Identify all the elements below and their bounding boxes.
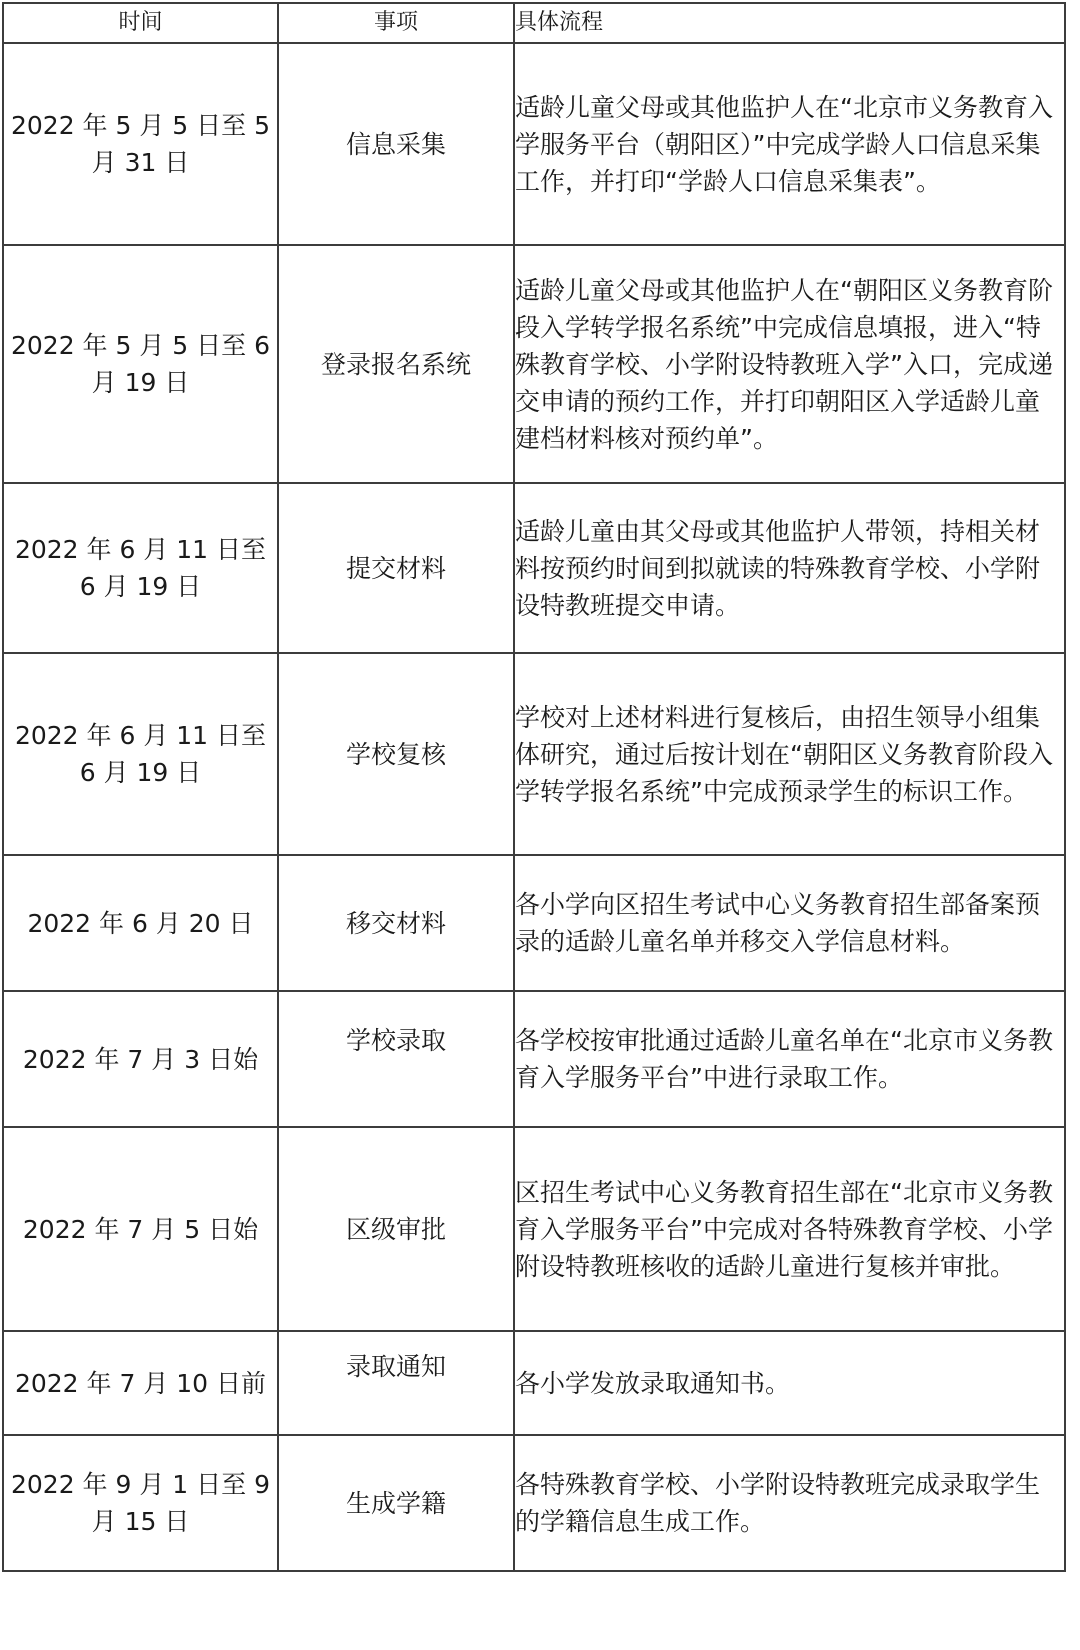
table-row [3, 483, 1065, 653]
table-row [3, 1331, 1065, 1435]
row-time: 2022 年 5 月 5 日至 5 月 31 日 [3, 43, 278, 245]
table-row [3, 1435, 1065, 1571]
row-item: 信息采集 [278, 43, 514, 245]
table-row [3, 653, 1065, 855]
row-item: 学校录取 [278, 991, 514, 1127]
table-row [3, 245, 1065, 483]
row-time: 2022 年 7 月 3 日始 [3, 991, 278, 1127]
row-flow: 各小学向区招生考试中心义务教育招生部备案预录的适龄儿童名单并移交入学信息材料。 [514, 855, 1065, 991]
row-time: 2022 年 7 月 10 日前 [3, 1331, 278, 1435]
row-flow: 区招生考试中心义务教育招生部在“北京市义务教育入学服务平台”中完成对各特殊教育学校、小学附设特教班核收的适龄儿童进行复核并审批。 [514, 1127, 1065, 1331]
table-row [3, 855, 1065, 991]
header-item: 事项 [278, 3, 514, 43]
row-flow: 各学校按审批通过适龄儿童名单在“北京市义务教育入学服务平台”中进行录取工作。 [514, 991, 1065, 1127]
table-row [3, 43, 1065, 245]
row-item: 提交材料 [278, 483, 514, 653]
row-flow: 学校对上述材料进行复核后，由招生领导小组集体研究，通过后按计划在“朝阳区义务教育阶段入学转学报名系统”中完成预录学生的标识工作。 [514, 653, 1065, 855]
row-time: 2022 年 6 月 20 日 [3, 855, 278, 991]
row-flow: 适龄儿童由其父母或其他监护人带领，持相关材料按预约时间到拟就读的特殊教育学校、小学附设特教班提交申请。 [514, 483, 1065, 653]
table-header-row [3, 3, 1065, 43]
header-flow: 具体流程 [514, 3, 1065, 43]
row-item: 录取通知 [278, 1331, 514, 1435]
row-item: 移交材料 [278, 855, 514, 991]
row-flow: 各特殊教育学校、小学附设特教班完成录取学生的学籍信息生成工作。 [514, 1435, 1065, 1571]
row-time: 2022 年 6 月 11 日至 6 月 19 日 [3, 483, 278, 653]
table-row [3, 1127, 1065, 1331]
header-time: 时间 [3, 3, 278, 43]
row-time: 2022 年 9 月 1 日至 9 月 15 日 [3, 1435, 278, 1571]
row-time: 2022 年 7 月 5 日始 [3, 1127, 278, 1331]
row-item: 登录报名系统 [278, 245, 514, 483]
row-item: 区级审批 [278, 1127, 514, 1331]
row-flow: 适龄儿童父母或其他监护人在“北京市义务教育入学服务平台（朝阳区）”中完成学龄人口信息采集工作，并打印“学龄人口信息采集表”。 [514, 43, 1065, 245]
row-item: 学校复核 [278, 653, 514, 855]
enrollment-schedule-table [2, 2, 1066, 1572]
row-flow: 各小学发放录取通知书。 [514, 1331, 1065, 1435]
row-item: 生成学籍 [278, 1435, 514, 1571]
row-flow: 适龄儿童父母或其他监护人在“朝阳区义务教育阶段入学转学报名系统”中完成信息填报，进入“特殊教育学校、小学附设特教班入学”入口，完成递交申请的预约工作，并打印朝阳区入学适龄儿童建档材料核对预约单”。 [514, 245, 1065, 483]
row-time: 2022 年 5 月 5 日至 6 月 19 日 [3, 245, 278, 483]
row-time: 2022 年 6 月 11 日至 6 月 19 日 [3, 653, 278, 855]
table-row [3, 991, 1065, 1127]
